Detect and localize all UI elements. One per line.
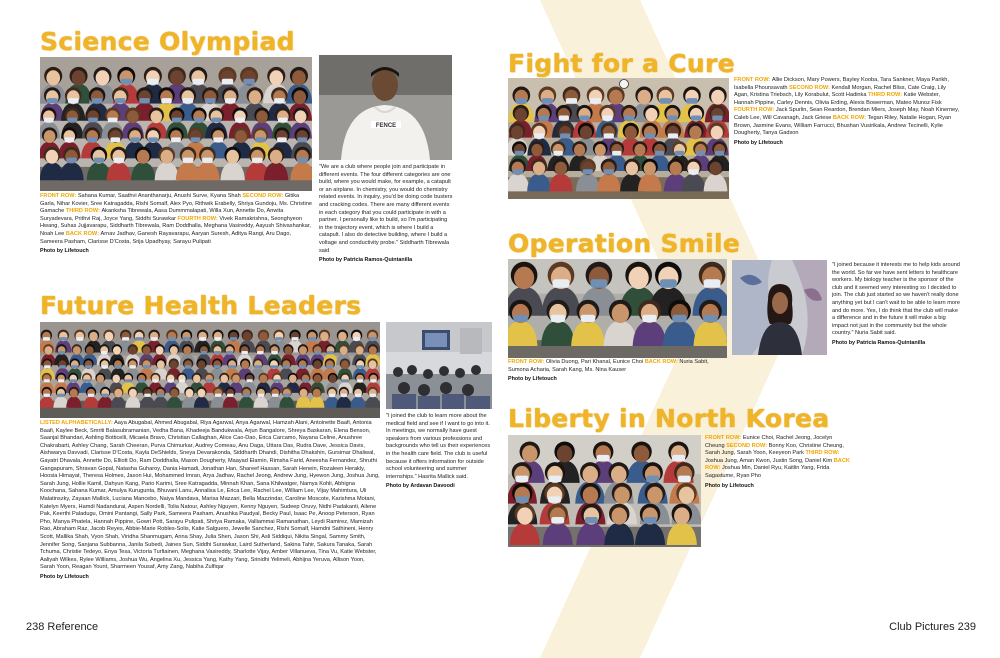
caption-row-names: Katie Webster, Hannah Pippine, Carley Dennis, Olivia Erding, Alexis Bowerman, Mateo Munoz Fisk (734, 92, 942, 106)
future-health-leaders-quote-credit: Photo by Ardavan Davoodi (386, 483, 455, 490)
caption-row-names: Allie Dickson, Mary Powers, Bayley Kooba, Tara Sankner, Maya Parikh, Isabella Phounsavath (734, 77, 949, 91)
caption-row-label: THIRD ROW: (868, 92, 904, 99)
right-page-number: 239 (957, 621, 976, 633)
operation-smile-caption-rows (508, 359, 709, 373)
caption-row-names: Arnav Jadhav, Ganesh Rayavarapu, Aaryan Suresh, Aditya Rangi, Aru Dago, Sameera Pasham, Clarisse D'Costa, Srija Upadhyay, Sarayu Pulipati (40, 230, 292, 245)
operation-smile-caption (508, 359, 728, 384)
left-page-number: 238 (26, 621, 45, 633)
caption-row-names: Olivia Duong, Pari Khanal, Eunice Choi (545, 359, 645, 365)
liberty-in-north-korea-caption (705, 435, 853, 490)
caption-row-label: THIRD ROW: (65, 208, 102, 215)
right-folio (889, 621, 976, 633)
future-health-leaders-caption-label: LISTED ALPHABETICALLY: (40, 420, 113, 426)
future-health-leaders-quote (386, 413, 492, 491)
caption-row-label: FRONT ROW: (40, 193, 78, 199)
caption-row-label: BACK ROW: (65, 230, 101, 237)
operation-smile-quote-text: "I joined because it interests me to help kids around the world. So far we have sent letters to healthcare workers. My biology teacher is the sponsor of the club and it seemed very interesting so I decided to join. The club just started so we haven't really done anything yet but I can't wait to be able to learn more and do more. Yes, I do think that the club will make a difference and in the future it will make a big impact not just in the community but the whole country." Nuria Sabit said. (832, 262, 960, 337)
science-olympiad-portrait (319, 55, 452, 160)
fight-for-a-cure-caption-rows (734, 77, 959, 136)
science-olympiad-quote-credit: Photo by Patricia Ramos-Quintanilla (319, 257, 413, 264)
caption-row-names: Bonny Koo, Christine Cheung, Sarah Jung, Sarah Yoon, Keeyeon Park (705, 442, 844, 457)
operation-smile-title: Operation Smile (508, 229, 741, 258)
caption-row-label: BACK ROW: (705, 457, 850, 472)
science-olympiad-quote (319, 164, 453, 265)
caption-row-label: FOURTH ROW: (734, 107, 776, 114)
caption-row-names: Nuria Sabit, Sumona Acharia, Sarah Kang, Ms. Nina Kauser (508, 359, 709, 373)
caption-row-names: Sahana Kumar, Saathvi Ananthanarju, Anushi Surve, Kyana Shah (77, 193, 243, 199)
operation-smile-quote (832, 262, 960, 348)
caption-row-label: SECOND ROW: (726, 442, 769, 449)
caption-row-names: Akanksha Tibrewala, Aasa Dummmalapati, Willa Xun, Annette Do, Anwita Suryadevara, Prithvi Raj, Joyce Yang, Siddhi Surawkar (40, 208, 284, 222)
caption-row-names: Joshua Jung, Aman Kwon, Justin Song, Daniel Kim (705, 457, 834, 464)
operation-smile-group-photo (508, 259, 727, 358)
caption-row-label: THIRD ROW: (805, 450, 840, 457)
caption-row-label: SECOND ROW: (242, 193, 285, 199)
future-health-leaders-quote-text: "I joined the club to learn more about the medical field and see if I want to go into it. In meetings, we normally have guest speakers from various professions and backgrounds who tell us their experiences in the health care field. The club is useful because it offers information for outside school volunteering and summer internships." Hasrita Mallick said. (386, 413, 491, 480)
fight-for-a-cure-caption (734, 77, 960, 147)
science-olympiad-photo-credit: Photo by Lifetouch (40, 248, 89, 255)
operation-smile-portrait (732, 260, 827, 355)
left-folio (26, 621, 98, 633)
liberty-in-north-korea-caption-rows (705, 435, 850, 479)
caption-row-label: FRONT ROW: (734, 77, 772, 83)
caption-row-label: BACK ROW: (644, 359, 680, 365)
caption-row-names: Tegan Riley, Natalie Hogan, Ryan Brown, Jasmine Evans, William Farrucci, Bhushan Vusirikala, Andrew Tecinelli, Kylie Dougherty, Tanya Gadson (734, 114, 952, 137)
fight-for-a-cure-group-photo (508, 78, 729, 199)
liberty-in-north-korea-photo-credit: Photo by Lifetouch (705, 482, 754, 489)
fight-for-a-cure-photo-credit: Photo by Lifetouch (734, 139, 783, 146)
caption-row-names: Kendall Morgan, Rachel Bliss, Cate Craig, Lily Agan, Kristina Triebsch, Lily Korabulut, Scott Hadinka (734, 84, 946, 99)
science-olympiad-quote-text: "We are a club where people join and participate in different events. The four different categories are one build, where you would make, for example, a catapult or an airplane. In chemistry, you would do chemistry related events. In inquiry, you'd be doing code busters and cracking codes. There are many different events in each category that you could participate in with a partner. I personally like to build, so I'm participating in the trajectory event, which is where I build a catapult. I also do detective building, where I build a voltage and conductivity probe." Siddharth Tibrewala said (319, 164, 453, 254)
fight-for-a-cure-title: Fight for a Cure (508, 49, 735, 78)
caption-row-label: FRONT ROW: (508, 359, 546, 365)
caption-row-names: Eunice Choi, Rachel Jeong, Jocelyn Cheung (705, 435, 833, 449)
science-olympiad-group-photo (40, 57, 312, 191)
caption-row-label: FRONT ROW: (705, 435, 743, 441)
operation-smile-quote-credit: Photo by Patricia Ramos-Quintanilla (832, 339, 926, 346)
caption-row-names: Vivek Ramakrishna, Seonghyeon Hwang, Suhas Jujjavarapu, Siddharth Tibrewala, Ram Doddhalla, Meghana Vasireddy, Aayush Shivashankar, Noah Lee (40, 215, 311, 237)
future-health-leaders-caption-names: Aaya Abugabal, Ahmed Abugabal, Riya Agarwal, Anya Agarwal, Hamzah Alani, Antoinette Baafi, Antonia Baafi, Kaylee Beck, Smriti Balasubramanian, Vedha Bana, Khadeeja Bandukwala, Arjun Bangalore, Shreya Baskaran, Elena Benson, Saanjal Bhandari, Ashling Botticelli, Micaela Bravo, Christian Callaghan, Alice Cao-Dao, Erica Carcamo, Nayana Celine, Anushree Chakrabarti, Ashley Chang, Sarah Cheeran, Purva Chimurkar, Audrey Comeau, Anu Daga, Uttara Das, Rudra Dave, Jessica Davis, Aishwarya Davvadi, Clarisse D'Costa, Kayla DeShields, Sneya Devarakonda, Siddharth Dhandi, Dishitha Dhakshin, Gursimar Dhaliwal, Gayatri Dhavala, Annette Do, Elliott Do, Ram Doddhalla, Mason Dougherty, Maayad Elamin, Rimsha Farid, Aneesha Fernandez, Shruthi Gangapuram, Shravan Gopal, Natasha Guharoy, Dania Hamadi, Jonathan Han, Shareef Hassan, Sarah Henein, Rozaleen Herakly, Hoosia Himayat, Theresa Holmes, Jason Hui, Mohammed Imran, Arya Jadhav, Rachel Jeong, Andrew Jung, Hyewon Jung, Joshua Jung, Sarah Jung, Hollie Kamil, Dahyun Kang, Pario Karimi, Sree Katragadda, Minnah Khan, Sana Khilwatger, Namya Kohli, Abhigna Koochana, Sahana Kumar, Amulya Kurugunta, Bhuvani Lanu, Annalisa Le, Erica Lee, Rachel Lee, William Lee, Vijay Mahimtura, Uli Malatinszky, Zayaan Mallick, Luciana Mancebo, Naiya Mandava, Marisa Mazzari, Bella Mazzindar, Caroline Moscote, Karishma Motani, Katelyn Myers, Hamdi Nadandurai, Aspen Nordelli, Tolia Natour, Ashley Nguyen, Kenny Nguyen, Sudeep Oruvy, Nidhi Padakanti, Ailene Pak, Keerthi Paladugu, Omini Pantangi, Sally Park, Sameera Pasham, Anushka Paudyal, Becky Paul, Isaac Pe, Anoop Peterson, Ryan Pho, Manya Phatela, Hannah Pippine, Gowri Pott, Sarayu Pulipati, Shriya Ramaka, Valliammai Ramanathan, Leydi Ramirez, Mamizah Rao, Abraham Raz, Jacob Reyes, Abbie-Marie Robles-Solis, Katie Salguero, Jewelle Sanchez, Rishi Somalf, Hamdni Sathineni, Henry Scott, Mallika Shah, Vyon Shah, Viridha Shanmugam, Anna Shay, Julia Shen, Jason Shi, Asli Siddiqui, Nikita Singal, Sammy Smith, Jennifer Song, Sanjana Subbanna, Janila Subedi, Jaines Sun, Siddhi Surawkar, Laird Sutherland, Sakina Tahir, Sakura Tanaka, Sarah Tchuma, Christie Tedeyo, Enya Tesa, Victoria Turltainen, Meghana Vasireddy, Sharlotte Vijay, Amber Villanueva, Tina Vu, Katie Webster, Aaliyah Wilkes, Rylee Williams, Joshua Wu, Angelina Xu, Jessica Yang, Kathy Yang, Srinidhi Yelimeli, Abhijna Yeruva, Allison Yoon, Sarah Yoon, Reagan Yount, Sharmeen Yousaf, Amy Zang, Nabiha Zulfiqar (40, 420, 380, 571)
hoodie-lettering: FENCE (375, 123, 397, 129)
caption-row-label: BACK ROW: (832, 114, 868, 121)
liberty-in-north-korea-group-photo (508, 435, 701, 547)
future-health-leaders-group-photo (40, 322, 380, 418)
operation-smile-photo-credit: Photo by Lifetouch (508, 376, 557, 383)
left-section-label: Reference (47, 621, 99, 633)
right-section-label: Club Pictures (889, 621, 955, 633)
future-health-leaders-meeting-photo (386, 322, 492, 409)
future-health-leaders-title: Future Health Leaders (40, 291, 362, 320)
future-health-leaders-photo-credit: Photo by Lifetouch (40, 573, 89, 580)
science-olympiad-caption-rows (40, 193, 312, 245)
caption-row-label: FOURTH ROW: (177, 215, 220, 222)
caption-row-label: SECOND ROW: (789, 84, 832, 91)
caption-row-names: Joshua Min, Daniel Ryu, Kaitlin Yang, Frida Sagastume, Ryan Pho (705, 465, 830, 479)
science-olympiad-caption (40, 193, 312, 256)
caption-row-names: Gitika Garla, Nihar Kovier, Sree Katragadda, Rishi Somalf, Alex Pyo, Rithwik Erabelly, Shriya Gundoju, Ms. Christine Gamache (40, 193, 312, 215)
liberty-in-north-korea-title: Liberty in North Korea (508, 404, 830, 433)
science-olympiad-title: Science Olympiad (40, 27, 295, 56)
caption-row-names: Jack Spurlin, Sean Reardon, Brendan Miers, Joseph May, Noah Kinerney, Caleb Lee, Will Cavanagh, Jack Griese (734, 107, 960, 121)
future-health-leaders-caption (40, 420, 380, 581)
